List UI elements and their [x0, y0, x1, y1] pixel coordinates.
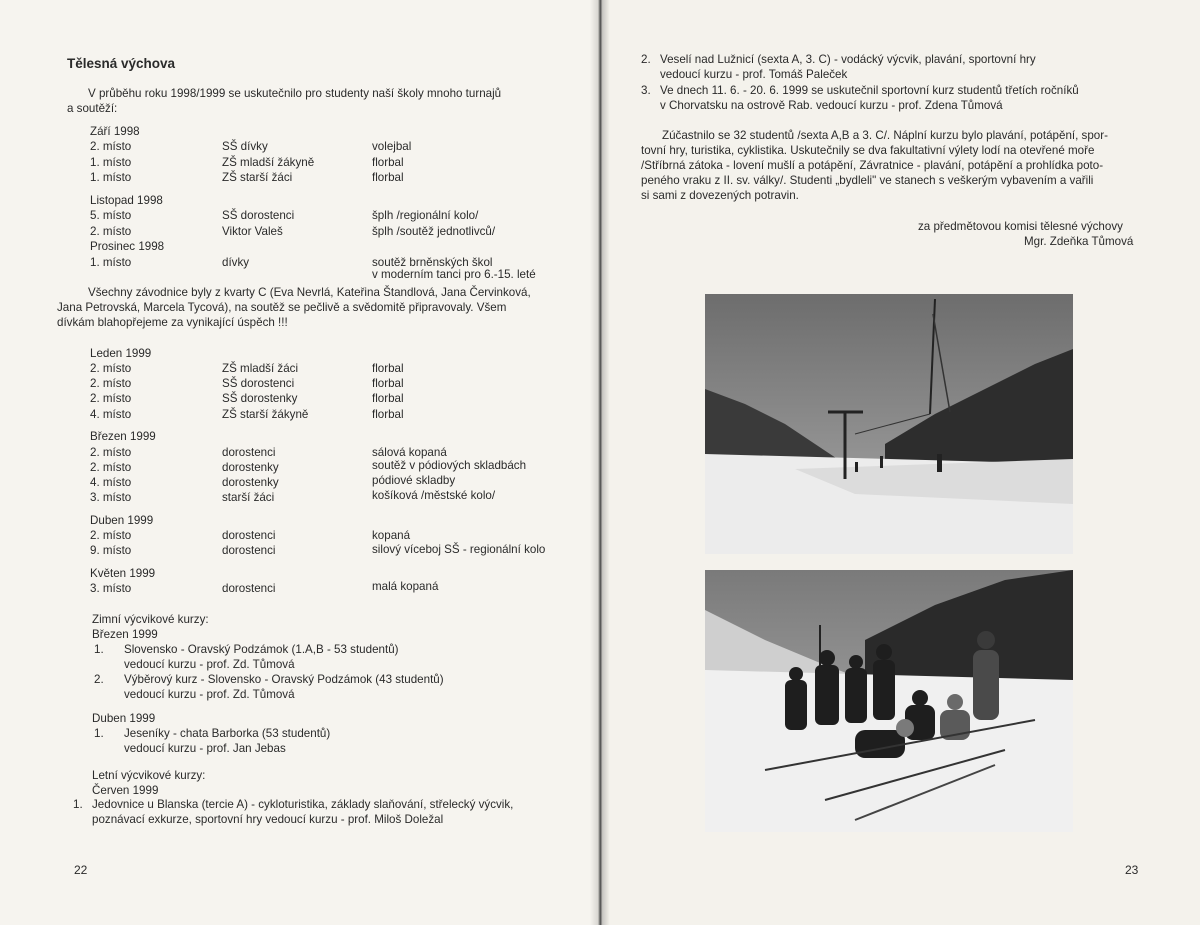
result-place: 1. místo — [90, 171, 132, 184]
result-category: dívky — [222, 256, 250, 269]
item-line: vedoucí kurzu - prof. Jan Jebas — [124, 742, 286, 755]
intro-line-1: V průběhu roku 1998/1999 se uskutečnilo pro studenty naší školy mnoho turnajů — [88, 87, 502, 100]
result-category: dorostenci — [222, 529, 276, 542]
item-line: Slovensko - Oravský Podzámok (1.A,B - 53 studentů) — [124, 643, 399, 656]
result-place: 4. místo — [90, 476, 132, 489]
signature-name: Mgr. Zdeňka Tůmová — [1024, 235, 1134, 248]
item-line: Výběrový kurz - Slovensko - Oravský Podzámok (43 studentů) — [124, 673, 444, 686]
paragraph-line: Jana Petrovská, Marcela Tycová), na soutěž se pečlivě a svědomitě připravovaly. Všem — [57, 301, 507, 314]
item-number: 2. — [641, 53, 651, 66]
item-number: 1. — [73, 798, 83, 811]
result-category: SŠ dorostenci — [222, 377, 295, 390]
item-line: Jedovnice u Blanska (tercie A) - cykloturistika, základy slaňování, střelecký výcvik, — [92, 798, 514, 811]
right-page — [598, 0, 1200, 925]
result-event: soutěž v pódiových skladbách — [372, 459, 527, 472]
paragraph-line: dívkám blahopřejeme za vynikající úspěch !!! — [57, 316, 288, 329]
page-number: 22 — [74, 863, 88, 877]
item-number: 1. — [94, 727, 104, 740]
result-event: malá kopaná — [372, 580, 439, 593]
result-place: 2. místo — [90, 140, 132, 153]
result-category: dorostenci — [222, 446, 276, 459]
result-category: dorostenci — [222, 582, 276, 595]
item-line: Veselí nad Lužnicí (sexta A, 3. C) - vodácký výcvik, plavání, sportovní hry — [660, 53, 1036, 66]
result-category: SŠ dorostenky — [222, 392, 298, 405]
result-category: ZŠ mladší žákyně — [222, 156, 315, 169]
item-line: vedoucí kurzu - prof. Zd. Tůmová — [124, 658, 295, 671]
item-line: v Chorvatsku na ostrově Rab. vedoucí kurzu - prof. Zdena Tůmová — [660, 99, 1003, 112]
result-event: silový víceboj SŠ - regionální kolo — [372, 543, 546, 556]
result-place: 1. místo — [90, 156, 132, 169]
group-header: Září 1998 — [90, 125, 140, 138]
section-title: Zimní výcvikové kurzy: — [92, 613, 209, 626]
result-event: florbal — [372, 171, 404, 184]
result-event: volejbal — [372, 140, 412, 153]
page-heading: Tělesná výchova — [67, 56, 176, 71]
result-event: florbal — [372, 377, 404, 390]
result-place: 5. místo — [90, 209, 132, 222]
result-event: košíková /městské kolo/ — [372, 489, 496, 502]
result-event: florbal — [372, 408, 404, 421]
result-event: pódiové skladby — [372, 474, 456, 487]
item-number: 3. — [641, 84, 651, 97]
result-place: 4. místo — [90, 408, 132, 421]
item-line: poznávací exkurze, sportovní hry vedoucí kurzu - prof. Miloš Doležal — [92, 813, 444, 826]
result-place: 2. místo — [90, 377, 132, 390]
item-line: Ve dnech 11. 6. - 20. 6. 1999 se uskutečnil sportovní kurz studentů třetích ročníků — [660, 84, 1079, 97]
result-category: starší žáci — [222, 491, 275, 504]
section-month: Duben 1999 — [92, 712, 156, 725]
group-header: Leden 1999 — [90, 347, 152, 360]
paragraph-line: peného vraku z II. sv. války/. Studenti „bydleli" ve stanech s veškerým vybavením a vařili — [641, 174, 1094, 187]
result-event: florbal — [372, 392, 404, 405]
paragraph-line: /Stříbrná zátoka - lovení mušlí a potápění, Závratnice - plavání, potápění a prohlídka poto- — [641, 159, 1104, 172]
result-place: 3. místo — [90, 491, 132, 504]
paragraph-line: tovní hry, turistika, cyklistika. Uskutečnily se dva fakultativní výlety lodí na otevřené moře — [641, 144, 1095, 157]
item-line: vedoucí kurzu - prof. Zd. Tůmová — [124, 688, 295, 701]
result-category: SŠ dorostenci — [222, 209, 295, 222]
item-number: 1. — [94, 643, 104, 656]
section-month: Březen 1999 — [92, 628, 158, 641]
result-event: kopaná — [372, 529, 411, 542]
ski-lift-photo — [705, 294, 1073, 554]
result-category: dorostenky — [222, 476, 279, 489]
result-event: šplh /soutěž jednotlivců/ — [372, 225, 496, 238]
result-category: ZŠ starší žákyně — [222, 408, 309, 421]
result-category: Viktor Valeš — [222, 225, 283, 238]
item-number: 2. — [94, 673, 104, 686]
result-event: soutěž brněnských škol — [372, 256, 493, 269]
result-category: dorostenci — [222, 544, 276, 557]
result-place: 2. místo — [90, 362, 132, 375]
result-place: 1. místo — [90, 256, 132, 269]
section-month: Červen 1999 — [92, 784, 159, 797]
item-line: vedoucí kurzu - prof. Tomáš Paleček — [660, 68, 848, 81]
result-event: florbal — [372, 362, 404, 375]
page-number: 23 — [1125, 863, 1139, 877]
ski-group-photo — [705, 570, 1073, 832]
result-event: šplh /regionální kolo/ — [372, 209, 479, 222]
book-gutter — [590, 0, 610, 925]
item-line: Jeseníky - chata Barborka (53 studentů) — [124, 727, 331, 740]
result-place: 2. místo — [90, 446, 132, 459]
result-place: 2. místo — [90, 461, 132, 474]
group-header: Duben 1999 — [90, 514, 154, 527]
paragraph-line: Zúčastnilo se 32 studentů /sexta A,B a 3. C/. Náplní kurzu bylo plavání, potápění, spor- — [662, 129, 1108, 142]
result-category: ZŠ mladší žáci — [222, 362, 299, 375]
paragraph-line: Všechny závodnice byly z kvarty C (Eva Nevrlá, Kateřina Štandlová, Jana Červinková, — [88, 286, 531, 299]
result-place: 2. místo — [90, 529, 132, 542]
result-category: SŠ dívky — [222, 140, 268, 153]
result-event: sálová kopaná — [372, 446, 447, 459]
group-header: Prosinec 1998 — [90, 240, 165, 253]
section-title: Letní výcvikové kurzy: — [92, 769, 206, 782]
result-place: 9. místo — [90, 544, 132, 557]
result-event-continuation: v moderním tanci pro 6.-15. leté — [372, 268, 536, 281]
group-header: Listopad 1998 — [90, 194, 163, 207]
result-event: florbal — [372, 156, 404, 169]
signature-line: za předmětovou komisi tělesné výchovy — [918, 220, 1123, 233]
group-header: Březen 1999 — [90, 430, 156, 443]
result-place: 3. místo — [90, 582, 132, 595]
result-place: 2. místo — [90, 225, 132, 238]
group-header: Květen 1999 — [90, 567, 156, 580]
result-category: ZŠ starší žáci — [222, 171, 293, 184]
paragraph-line: si sami z dovezených potravin. — [641, 189, 799, 202]
result-place: 2. místo — [90, 392, 132, 405]
intro-line-2: a soutěží: — [67, 102, 118, 115]
result-category: dorostenky — [222, 461, 279, 474]
left-page — [0, 0, 598, 925]
